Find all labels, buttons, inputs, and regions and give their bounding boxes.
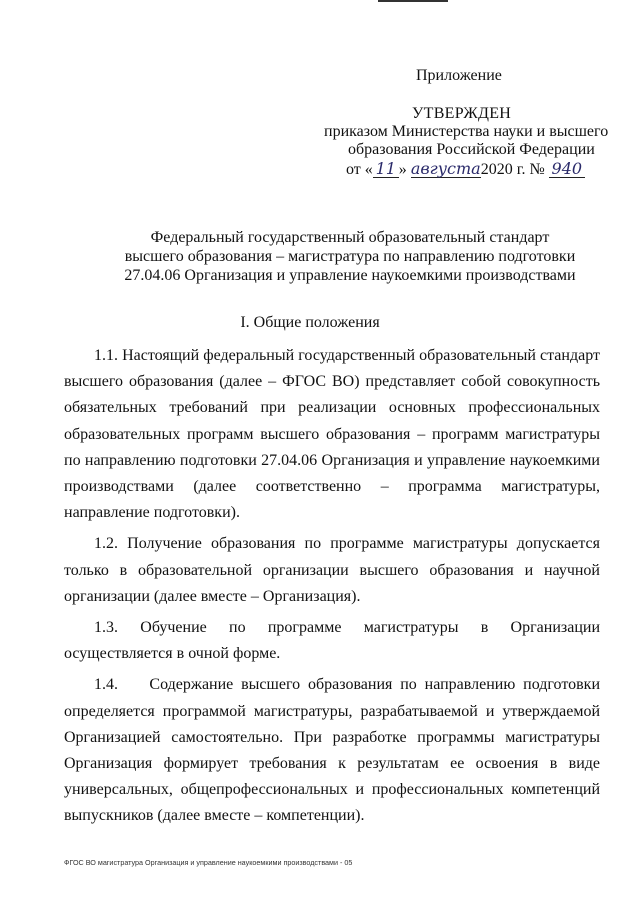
title-line-2: высшего образования – магистратура по направлению подготовки <box>124 248 576 265</box>
scan-edge-mark <box>378 0 448 2</box>
date-prefix: от « <box>346 161 373 178</box>
paragraph-1-1: 1.1. Настоящий федеральный государственный образовательный стандарт высшего образования (далее – ФГОС ВО) представляет собой совокупность обязательных требований при реализации основных профессиональных образовательных программ высшего образования – программ магистратуры по направлению подготовки 27.04.06 Организация и управление наукоемкими производствами (далее соответственно – программа магистратуры, направление подготовки). <box>64 347 600 522</box>
handwritten-month: августа <box>410 159 481 178</box>
document-body <box>64 343 600 835</box>
title-line-3: 27.04.06 Организация и управление наукоемкими производствами <box>124 267 576 284</box>
order-line-1: приказом Министерства науки и высшего <box>324 123 609 140</box>
date-year: 2020 г. № <box>480 161 545 178</box>
annex-label: Приложение <box>416 67 502 84</box>
title-line-1: Федеральный государственный образовательный стандарт <box>150 229 550 246</box>
paragraph-1-2: 1.2. Получение образования по программе магистратуры допускается только в образовательной организации высшего образования и научной организации (далее вместе – Организация). <box>64 535 600 605</box>
date-mid: » <box>398 161 407 178</box>
paragraph-1-4: 1.4. Содержание высшего образования по направлению подготовки определяется программой магистратуры, разрабатываемой и утверждаемой Организацией самостоятельно. При разработке программы магистратуры Организация формирует требования к результатам ее освоения в виде универсальных, общепрофессиональных и профессиональных компетенций выпускников (далее вместе – компетенции). <box>64 676 600 825</box>
section-heading: I. Общие положения <box>240 314 380 331</box>
approved-stamp-text: УТВЕРЖДЕН <box>412 105 512 122</box>
page-footer: ФГОС ВО магистратура Организация и управление наукоемкими производствами - 05 <box>64 858 353 867</box>
handwritten-day: 11 <box>373 161 399 178</box>
order-line-2: образования Российской Федерации <box>348 141 595 158</box>
paragraph-1-3: 1.3. Обучение по программе магистратуры в Организации осуществляется в очной форме. <box>64 619 600 663</box>
order-date-line <box>346 160 585 180</box>
handwritten-order-number: 940 <box>549 161 585 178</box>
document-title <box>40 228 640 285</box>
